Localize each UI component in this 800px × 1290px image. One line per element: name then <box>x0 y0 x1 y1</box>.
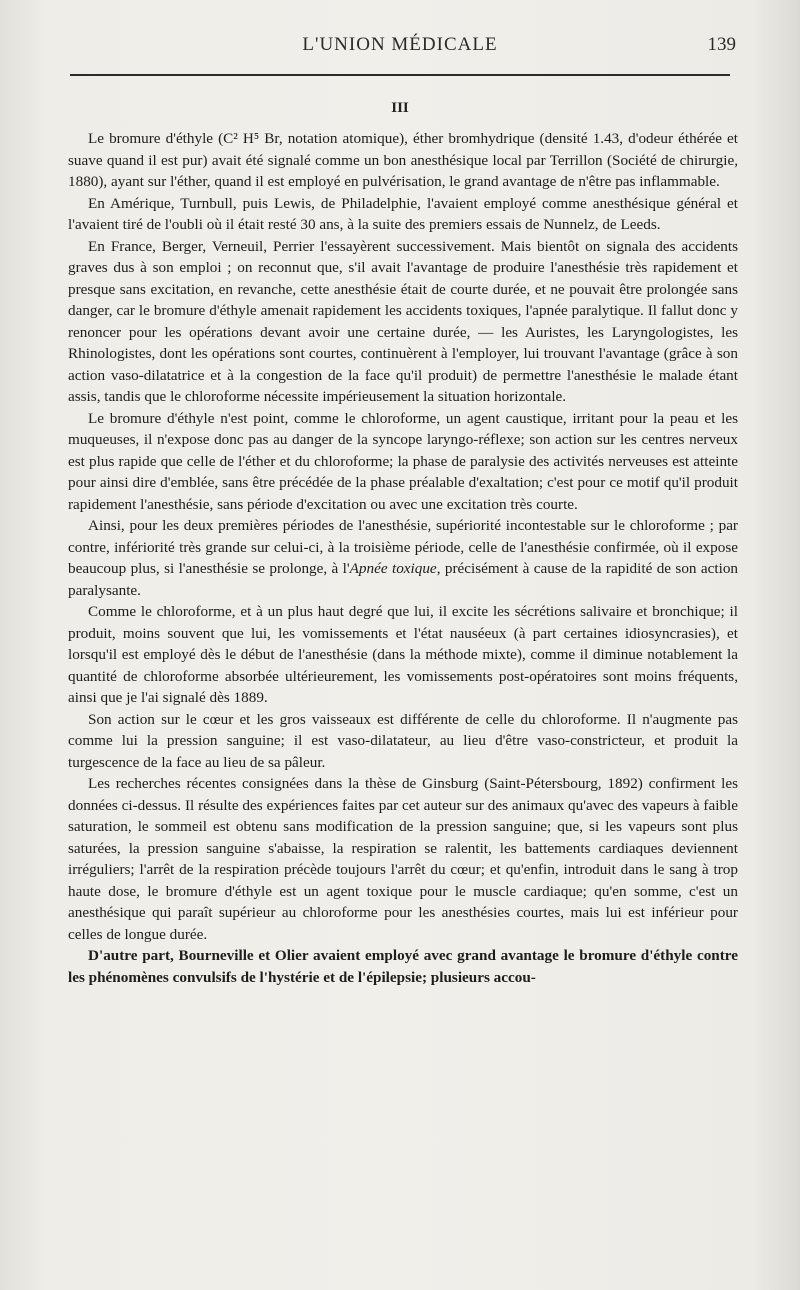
paragraph-ethyl-bromide-intro: Le bromure d'éthyle (C² H⁵ Br, notation atomique), éther bromhydrique (densité 1.43, d'odeur éthérée et suave quand il est pur) avait été signalé comme un bon anesthésique local par Terrillon (Société de chirurgie, 1880), ayant sur l'éther, quand il est employé en pulvérisation, le grand avantage de n'être pas inflammable. <box>68 130 738 190</box>
paragraph-america: En Amérique, Turnbull, puis Lewis, de Philadelphie, l'avaient employé comme anesthésique général et l'avaient tiré de l'oubli où il était resté 30 ans, à la suite des premiers essais de Nunnelz, de Leeds. <box>68 194 738 233</box>
paragraph-not-caustic: Le bromure d'éthyle n'est point, comme le chloroforme, un agent caustique, irritant pour la peau et les muqueuses, il n'expose donc pas au danger de la syncope laryngo-réflexe; son action sur les centres nerveux est plus rapide que celle de l'éther et du chloroforme; la phase de paralysie des activités nerveuses est atteinte pour ainsi dire d'emblée, sans être précédée de la phase préalable d'exaltation; c'est pour ce motif qu'il produit rapidement l'anesthésie, sans période d'excitation ou avec une excitation très courte. <box>68 409 738 513</box>
paragraph-periods-text-end: , précisément à cause de la rapidité de son action paralysante. <box>68 560 739 599</box>
page-number: 139 <box>707 34 736 55</box>
header-rule <box>70 74 730 76</box>
running-title: L'UNION MÉDICALE <box>302 34 498 55</box>
paragraph-heart-vessels: Son action sur le cœur et les gros vaisseaux est différente de celle du chloroforme. Il n'augmente pas comme lui la pression sanguine; il est vaso-dilatateur, au lieu d'être vaso-constricteur, et produit la turgescence de la face au lieu de sa pâleur. <box>68 710 738 771</box>
paragraph-periods-text: Ainsi, pour les deux premières périodes de l'anesthésie, supériorité incontestable sur le chloroforme ; par contre, infériorité très grande sur celui-ci, à la troisième période, celle de l'anesthésie confirmée, où il expose beaucoup plus, si l'anesthésie se prolonge, à l' <box>68 517 738 577</box>
paragraph-ginsburg: Les recherches récentes consignées dans la thèse de Ginsburg (Saint-Pétersbourg, 1892) confirment les données ci-dessus. Il résulte des expériences faites par cet auteur sur des animaux qu'avec des vapeurs à faible saturation, le sommeil est obtenu sans modification de la pression sanguine; que, si les vapeurs sont plus saturées, la pression sanguine s'abaisse, la respiration se ralentit, les battements cardiaques deviennent irréguliers; l'arrêt de la respiration précède toujours l'arrêt du cœur; et qu'enfin, introduit dans le sang à trop haute dose, le bromure d'éthyle est un agent toxique pour le muscle cardiaque; qu'en somme, c'est un anesthésique qui paraît supérieur au chloroforme pour les anesthésies courtes, mais lui est inférieur pour celles de longue durée. <box>68 775 738 943</box>
paragraph-bourneville: D'autre part, Bourneville et Olier avaient employé avec grand avantage le bromure d'éthyle contre les phénomènes convulsifs de l'hystérie et de l'épilepsie; plusieurs accou- <box>68 947 738 986</box>
apnee-toxique-emphasis: Apnée toxique <box>349 560 437 577</box>
body-text <box>68 128 738 988</box>
paragraph-france: En France, Berger, Verneuil, Perrier l'essayèrent successivement. Mais bientôt on signala des accidents graves dus à son emploi ; on reconnut que, s'il avait l'avantage de produire l'anesthésie très rapidement et presque sans excitation, en revanche, cette anesthésie était de courte durée, et ne pouvait être prolongée sans danger, car le bromure d'éthyle amenait rapidement les accidents toxiques, l'apnée paralytique. Il fallut donc y renoncer pour les opérations devant avoir une certaine durée, — les Auristes, les Laryngologistes, les Rhinologistes, dont les opérations sont courtes, continuèrent à l'employer, lui trouvant l'avantage (grâce à son action vaso-dilatatrice et à la congestion de la face qu'il produit) de permettre l'anesthésie le malade étant assis, tandis que le chloroforme nécessite impérieusement la situation horizontale. <box>68 237 738 405</box>
paragraph-secretions: Comme le chloroforme, et à un plus haut degré que lui, il excite les sécrétions salivaire et bronchique; il produit, moins souvent que lui, les vomissements et l'état nauséeux (à part certaines idiosyncrasies), et lorsqu'il est employé dès le début de l'anesthésie (dans la méthode mixte), comme il diminue notablement la quantité de chloroforme absorbée ultérieurement, les vomissements post-opératoires sont moins fréquents, ainsi que je l'ai signalé dès 1889. <box>68 603 738 706</box>
paragraph-periods <box>68 515 738 601</box>
page-header <box>70 34 736 64</box>
section-numeral: III <box>391 100 409 116</box>
